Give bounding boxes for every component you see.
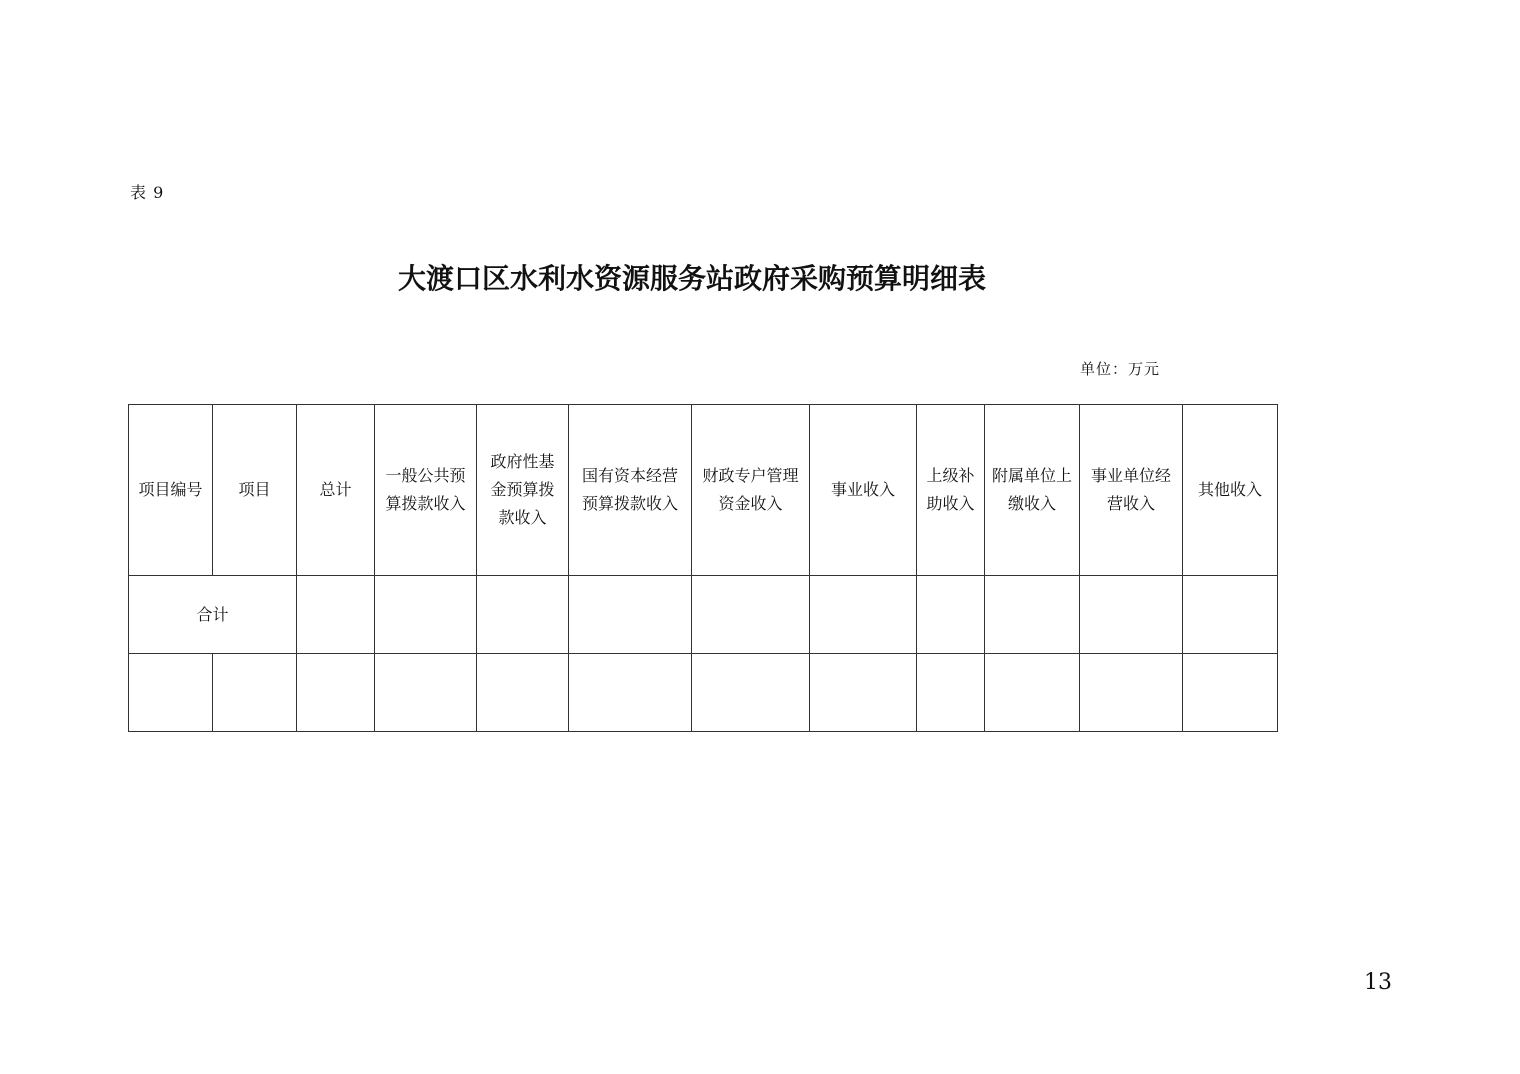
header-text: 事业单位经营收入 <box>1090 466 1171 513</box>
procurement-budget-table <box>128 404 1278 732</box>
table-cell <box>375 654 477 732</box>
table-cell <box>129 654 213 732</box>
table-cell <box>810 654 917 732</box>
table-row <box>129 654 1278 732</box>
header-general-budget <box>375 405 477 576</box>
header-state-capital <box>569 405 692 576</box>
header-text: 一般公共预算拨款收入 <box>385 466 466 513</box>
header-affiliated-payment <box>985 405 1080 576</box>
header-gov-fund <box>477 405 569 576</box>
header-text: 上级补助收入 <box>926 466 975 513</box>
total-cell <box>297 576 375 654</box>
header-business-income <box>810 405 917 576</box>
total-cell <box>375 576 477 654</box>
header-text: 项目编号 <box>138 480 203 499</box>
header-superior-subsidy <box>917 405 985 576</box>
page-number: 13 <box>1364 970 1392 995</box>
total-cell <box>1080 576 1183 654</box>
header-text: 项目 <box>238 480 271 499</box>
total-cell <box>917 576 985 654</box>
header-other-income <box>1183 405 1278 576</box>
table-cell <box>1183 654 1278 732</box>
table-number-label: 表 9 <box>130 183 165 202</box>
total-cell <box>810 576 917 654</box>
header-text: 其他收入 <box>1197 480 1262 499</box>
header-text: 政府性基金预算拨款收入 <box>490 452 555 527</box>
header-text: 财政专户管理资金收入 <box>702 466 799 513</box>
total-row-label: 合计 <box>129 576 297 654</box>
header-project <box>213 405 297 576</box>
table-cell <box>917 654 985 732</box>
total-cell <box>1183 576 1278 654</box>
document-title: 大渡口区水利水资源服务站政府采购预算明细表 <box>398 262 987 295</box>
header-operating-income <box>1080 405 1183 576</box>
total-cell <box>692 576 810 654</box>
table-cell <box>477 654 569 732</box>
table-cell <box>213 654 297 732</box>
table-cell <box>569 654 692 732</box>
table-cell <box>297 654 375 732</box>
header-total <box>297 405 375 576</box>
unit-label: 单位：万元 <box>1080 360 1161 378</box>
header-text: 事业收入 <box>830 480 895 499</box>
header-text: 附属单位上缴收入 <box>991 466 1072 513</box>
header-project-code <box>129 405 213 576</box>
header-special-account <box>692 405 810 576</box>
table-cell <box>692 654 810 732</box>
table-cell <box>985 654 1080 732</box>
header-text: 总计 <box>319 480 352 499</box>
table-cell <box>1080 654 1183 732</box>
table-total-row <box>129 576 1278 654</box>
table-header-row <box>129 405 1278 576</box>
total-cell <box>985 576 1080 654</box>
header-text: 国有资本经营预算拨款收入 <box>581 466 678 513</box>
total-cell <box>477 576 569 654</box>
total-cell <box>569 576 692 654</box>
